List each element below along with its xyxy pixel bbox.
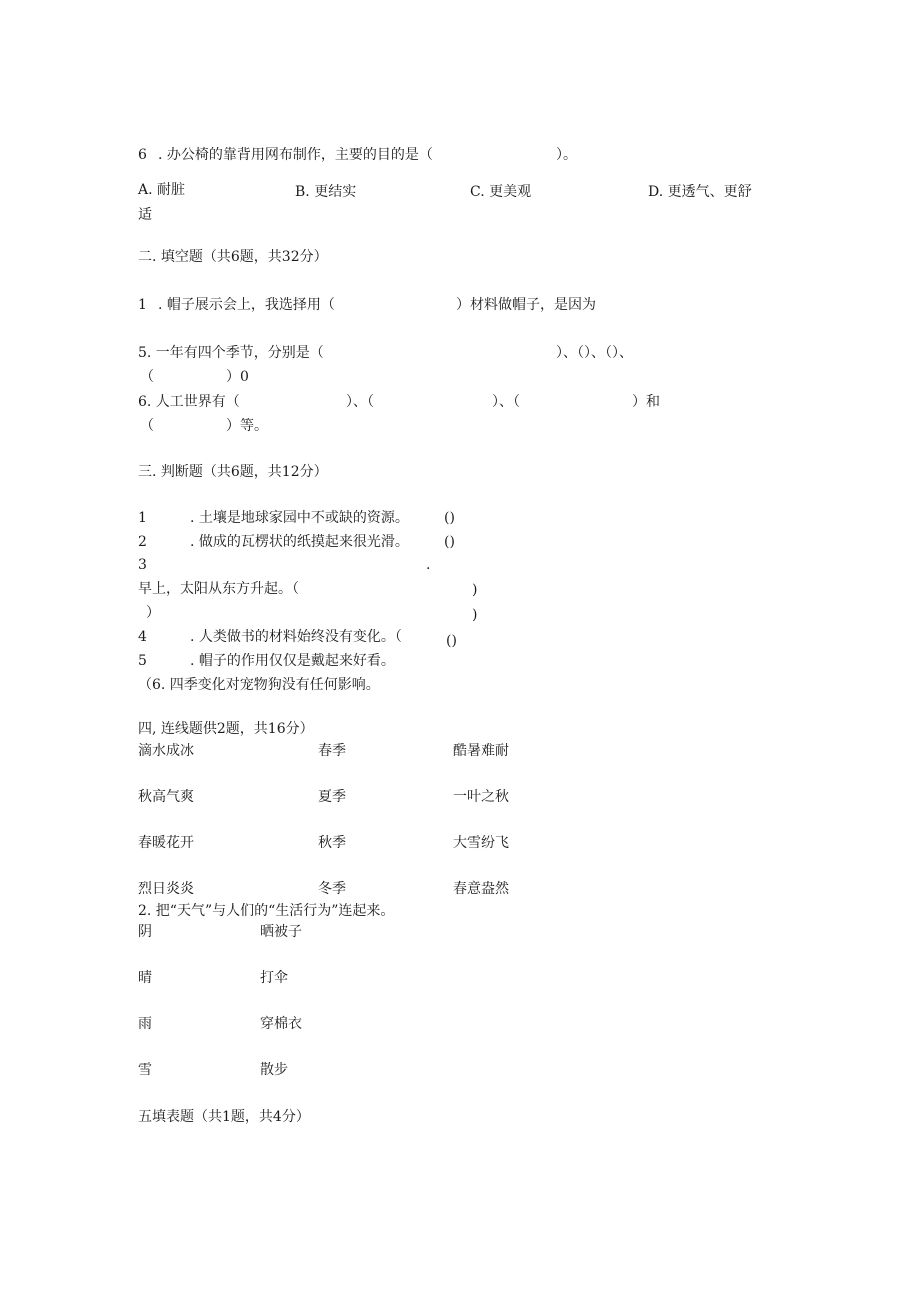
s4-q2-row2-action: 打伞 bbox=[260, 970, 288, 986]
s3-item6-text: （6. 四季变化对宠物狗没有任何影响。 bbox=[138, 677, 380, 693]
s4-q2-row1-action: 晒被子 bbox=[260, 924, 302, 940]
q6-option-a: A. 耐脏 bbox=[138, 182, 186, 198]
s3-item2-text: . 做成的瓦楞状的纸摸起来很光滑。 bbox=[190, 534, 409, 550]
s3-item4-text: . 人类做书的材料始终没有变化。（ bbox=[190, 629, 402, 645]
s4-row3-left: 春暖花开 bbox=[138, 835, 194, 851]
section5-heading: 五填表题（共1题，共4分） bbox=[138, 1109, 310, 1125]
s4-row3-mid: 秋季 bbox=[318, 835, 346, 851]
s4-row2-left: 秋高气爽 bbox=[138, 789, 194, 805]
s4-q2-row3-action: 穿棉衣 bbox=[260, 1016, 302, 1032]
q6-option-d: D. 更透气、更舒 bbox=[648, 184, 752, 200]
s4-row1-mid: 春季 bbox=[318, 743, 346, 759]
s2-q5-text: 5. 一年有四个季节，分别是（ bbox=[138, 345, 324, 361]
s4-q2-row2-weather: 晴 bbox=[138, 970, 152, 986]
s2-q5-line2-close: ）0 bbox=[226, 369, 249, 385]
s4-row1-left: 滴水成冰 bbox=[138, 743, 194, 759]
s2-q6-line2-close: ）等。 bbox=[226, 418, 268, 434]
s3-item5-number: 5 bbox=[138, 653, 147, 669]
s3-item3-line2-open: ） bbox=[146, 605, 160, 621]
s3-item5-text: . 帽子的作用仅仅是戴起来好看。 bbox=[190, 653, 395, 669]
s3-item4-number: 4 bbox=[138, 629, 147, 645]
s2-q6-tail: ）和 bbox=[632, 394, 660, 410]
s3-item4-paren: () bbox=[446, 633, 457, 649]
s3-item2-number: 2 bbox=[138, 534, 147, 550]
q6-option-c: C. 更美观 bbox=[470, 184, 532, 200]
s3-item3-number: 3 bbox=[138, 557, 147, 573]
s4-row1-right: 酷暑难耐 bbox=[453, 743, 509, 759]
s4-q2-row4-action: 散步 bbox=[260, 1062, 288, 1078]
s2-q6-line2-open: （ bbox=[140, 418, 154, 434]
s2-q5-tail: ）、（）、（）、 bbox=[556, 345, 633, 361]
q6-text: . 办公椅的靠背用网布制作，主要的目的是（ bbox=[158, 147, 433, 163]
s3-item3-dot: . bbox=[426, 557, 431, 573]
s2-q1-number: 1 bbox=[138, 297, 147, 313]
q6-close: ）。 bbox=[556, 147, 577, 163]
s4-row2-mid: 夏季 bbox=[318, 789, 346, 805]
s4-row4-right: 春意盎然 bbox=[453, 881, 509, 897]
s4-q2-row3-weather: 雨 bbox=[138, 1016, 152, 1032]
s3-item1-number: 1 bbox=[138, 510, 147, 526]
s3-item1-text: . 土壤是地球家园中不或缺的资源。 bbox=[190, 510, 409, 526]
q6-number: 6 bbox=[138, 147, 147, 163]
s2-q5-line2-open: （ bbox=[140, 369, 154, 385]
section3-heading: 三. 判断题（共6题，共12分） bbox=[138, 464, 328, 480]
s4-row3-right: 大雪纷飞 bbox=[453, 835, 509, 851]
s3-item3-text: 早上，太阳从东方升起。（ bbox=[138, 581, 299, 597]
s4-row2-right: 一叶之秋 bbox=[453, 789, 509, 805]
s4-q2-title: 2. 把“天气”与人们的“生活行为”连起来。 bbox=[138, 903, 395, 919]
section2-heading: 二. 填空题（共6题，共32分） bbox=[138, 249, 328, 265]
s3-item3-close: ) bbox=[472, 582, 478, 598]
s4-row4-left: 烈日炎炎 bbox=[138, 881, 194, 897]
section4-heading: 四, 连线题供2题，共16分） bbox=[138, 721, 314, 737]
s4-row4-mid: 冬季 bbox=[318, 881, 346, 897]
s2-q1-tail: ）材料做帽子，是因为 bbox=[456, 297, 596, 313]
q6-option-d-tail: 适 bbox=[138, 207, 152, 223]
s2-q6-sep2: ）、（ bbox=[492, 394, 520, 410]
s3-item1-paren: () bbox=[444, 510, 455, 526]
s4-q2-row4-weather: 雪 bbox=[138, 1062, 152, 1078]
s3-item2-paren: () bbox=[444, 534, 455, 550]
s2-q1-text: . 帽子展示会上，我选择用（ bbox=[158, 297, 335, 313]
s3-item3-line2-close: ) bbox=[472, 607, 478, 623]
s2-q6-sep1: ）、（ bbox=[346, 394, 374, 410]
s4-q2-row1-weather: 阴 bbox=[138, 924, 152, 940]
s2-q6-text: 6. 人工世界有（ bbox=[138, 394, 240, 410]
q6-option-b: B. 更结实 bbox=[295, 184, 357, 200]
